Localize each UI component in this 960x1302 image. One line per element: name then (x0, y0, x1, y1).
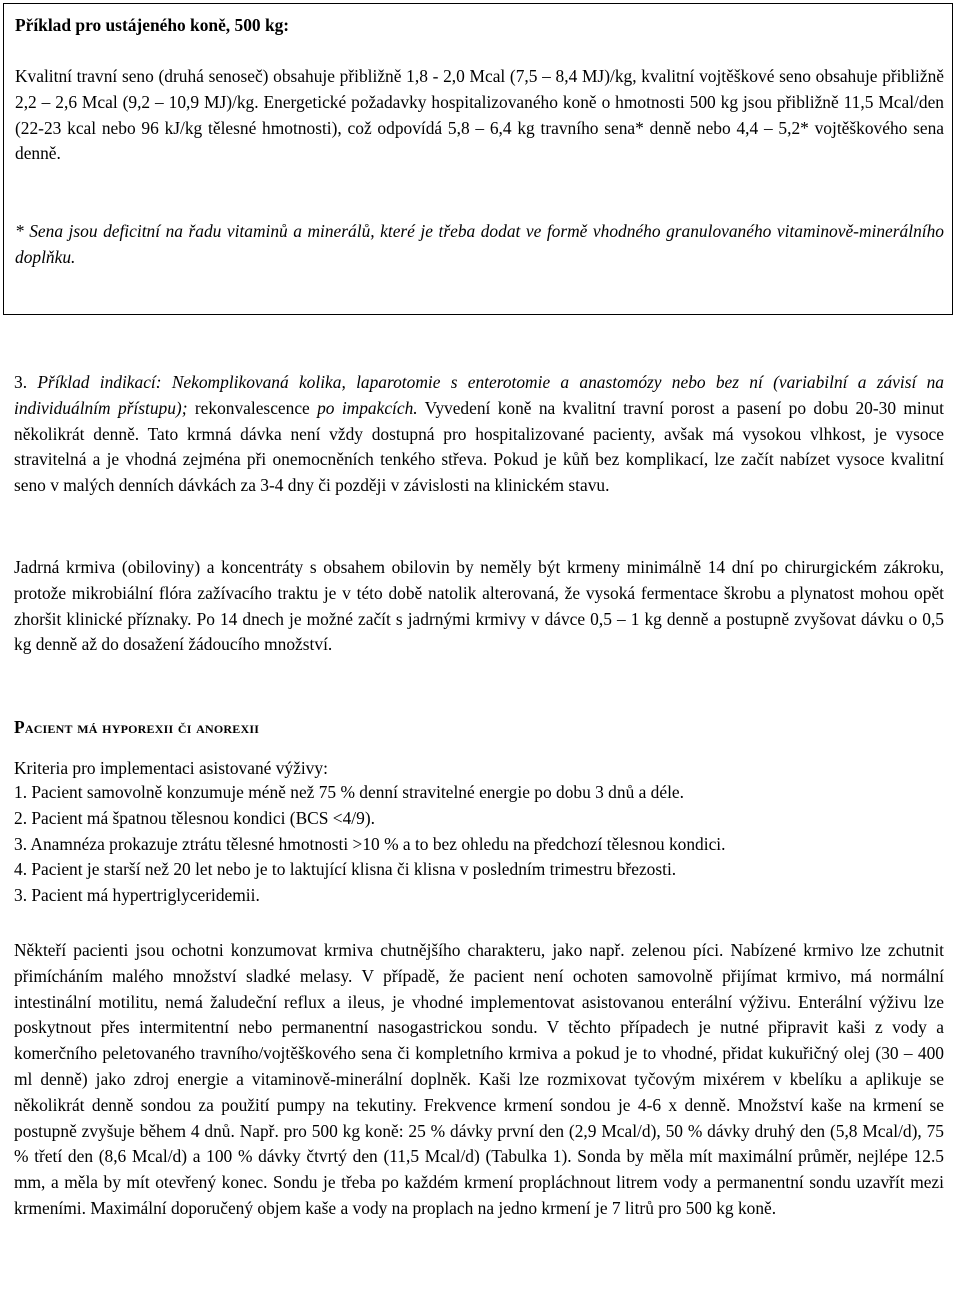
example-box-title: Příklad pro ustájeného koně, 500 kg: (15, 15, 290, 35)
indications-mixed-b: po impakcích. (317, 397, 418, 418)
criteria-item: 4. Pacient je starší než 20 let nebo je to laktující klisna či klisna v posledním trimestru březosti. (14, 859, 677, 880)
example-box-paragraph: Kvalitní travní seno (druhá senoseč) obsahuje přibližně 1,8 - 2,0 Mcal (7,5 – 8,4 MJ)/kg, kvalitní vojtěškové seno obsahuje přibližně 2,2 – 2,6 Mcal (9,2 – 10,9 MJ)/kg. Energetické požadavky hospitalizovaného koně o hmotnosti 500 kg jsou přibližně 11,5 Mcal/den (22-23 kcal nebo 96 kJ/kg tělesné hmotnosti), což odpovídá 5,8 – 6,4 kg travního sena* denně nebo 4,4 – 5,2* vojtěškového sena denně. (15, 66, 944, 164)
concentrates-paragraph: Jadrná krmiva (obiloviny) a koncentráty s obsahem obilovin by neměly být krmeny minimálně 14 dní po chirurgickém zákroku, protože mikrobiální flóra zažívacího traktu je v této době natolik alterovaná, že vysoká fermentace škrobu a plynatost mohou opět zhoršit klinické příznaky. Po 14 dnech je možné začít s jadrnými krmivy v dávce 0,5 – 1 kg denně a postupně zvyšovat dávku o 0,5 kg denně až do dosažení žádoucího množství. (14, 557, 944, 655)
indications-lead: 3. (14, 372, 38, 392)
enteral-nutrition-paragraph: Někteří pacienti jsou ochotni konzumovat krmiva chutnějšího charakteru, jako např. zelenou píci. Nabízené krmivo lze zchutnit přimícháním malého množství sladké melasy. V případě, že pacient není ochoten samovolně přijímat krmivo, má normální intestinální motilitu, nemá žaludeční reflux a ileus, je vhodné implementovat asistovanou enterální výživu. Enterální výživu lze poskytnout přes intermitentní nebo permanentní nasogastrickou sondu. V těchto případech je nutné připravit kaši z vody a komerčního peletovaného travního/vojtěškového sena či kompletního krmiva a pokud je to vhodné, přidat kukuřičný olej (30 – 400 ml denně) jako zdroj energie a vitaminově-minerální doplněk. Kaši lze rozmixovat tyčovým mixérem v kbelíku a aplikuje se několikrát denně sondou za použití pumpy na tekutiny. Frekvence krmení sondou je 4-6 x denně. Množství kaše na krmení se postupně zvyšuje během 4 dnů. Např. pro 500 kg koně: 25 % dávky první den (2,9 Mcal/d), 50 % dávky druhý den (5,8 Mcal/d), 75 % třetí den (8,6 Mcal/d) a 100 % dávky čtvrtý den (11,5 Mcal/d) (Tabulka 1). Sonda by měla mít maximální průměr, nejlépe 12.5 mm, a měla by mít otevřený konec. Sondu je třeba po každém krmení propláchnout litrem vody a permanentní sondu uzavřít mezi krmeními. Maximální doporučený objem kaše a vody na proplach na jedno krmení je 7 litrů pro 500 kg koně. (14, 940, 944, 1218)
criteria-title: Kriteria pro implementaci asistované výživy: (14, 758, 328, 778)
indications-rest: Vyvedení koně na kvalitní travní porost a pasení po dobu 20-30 minut několikrát denně. Tato krmná dávka není vždy dostupná pro hospitalizované pacienty, avšak má vysokou vlhkost, je vysoce stravitelná a je vhodná zejména při onemocněních tenkého střeva. Pokud je kůň bez komplikací, lze začít nabízet vysoce kvalitní seno v malých denních dávkách za 3-4 dny či později v závislosti na klinickém stavu. (14, 397, 944, 496)
indications-italic: Příklad indikací: Nekomplikovaná kolika, laparotomie s enterotomie a anastomózy nebo bez ní (variabilní a závisí na individuálním přístupu); (14, 372, 944, 418)
criteria-item: 1. Pacient samovolně konzumuje méně než 75 % denní stravitelné energie po dobu 3 dnů a déle. (14, 782, 684, 802)
criteria-item: 3. Pacient má hypertriglyceridemii. (14, 885, 260, 906)
indications-paragraph (14, 370, 944, 499)
section-heading: Pacient má hyporexii či anorexii (14, 717, 260, 737)
example-box-footnote: * Sena jsou deficitní na řadu vitaminů a minerálů, které je třeba dodat ve formě vhodného granulovaného vitaminově-minerálního doplňku. (15, 221, 944, 267)
indications-mixed-a: rekonvalescence (194, 397, 318, 418)
example-box (3, 3, 953, 315)
criteria-item: 3. Anamnéza prokazuje ztrátu tělesné hmotnosti >10 % a to bez ohledu na předchozí tělesnou kondici. (14, 833, 726, 854)
criteria-list (14, 780, 944, 909)
criteria-item: 2. Pacient má špatnou tělesnou kondici (BCS <4/9). (14, 807, 375, 828)
